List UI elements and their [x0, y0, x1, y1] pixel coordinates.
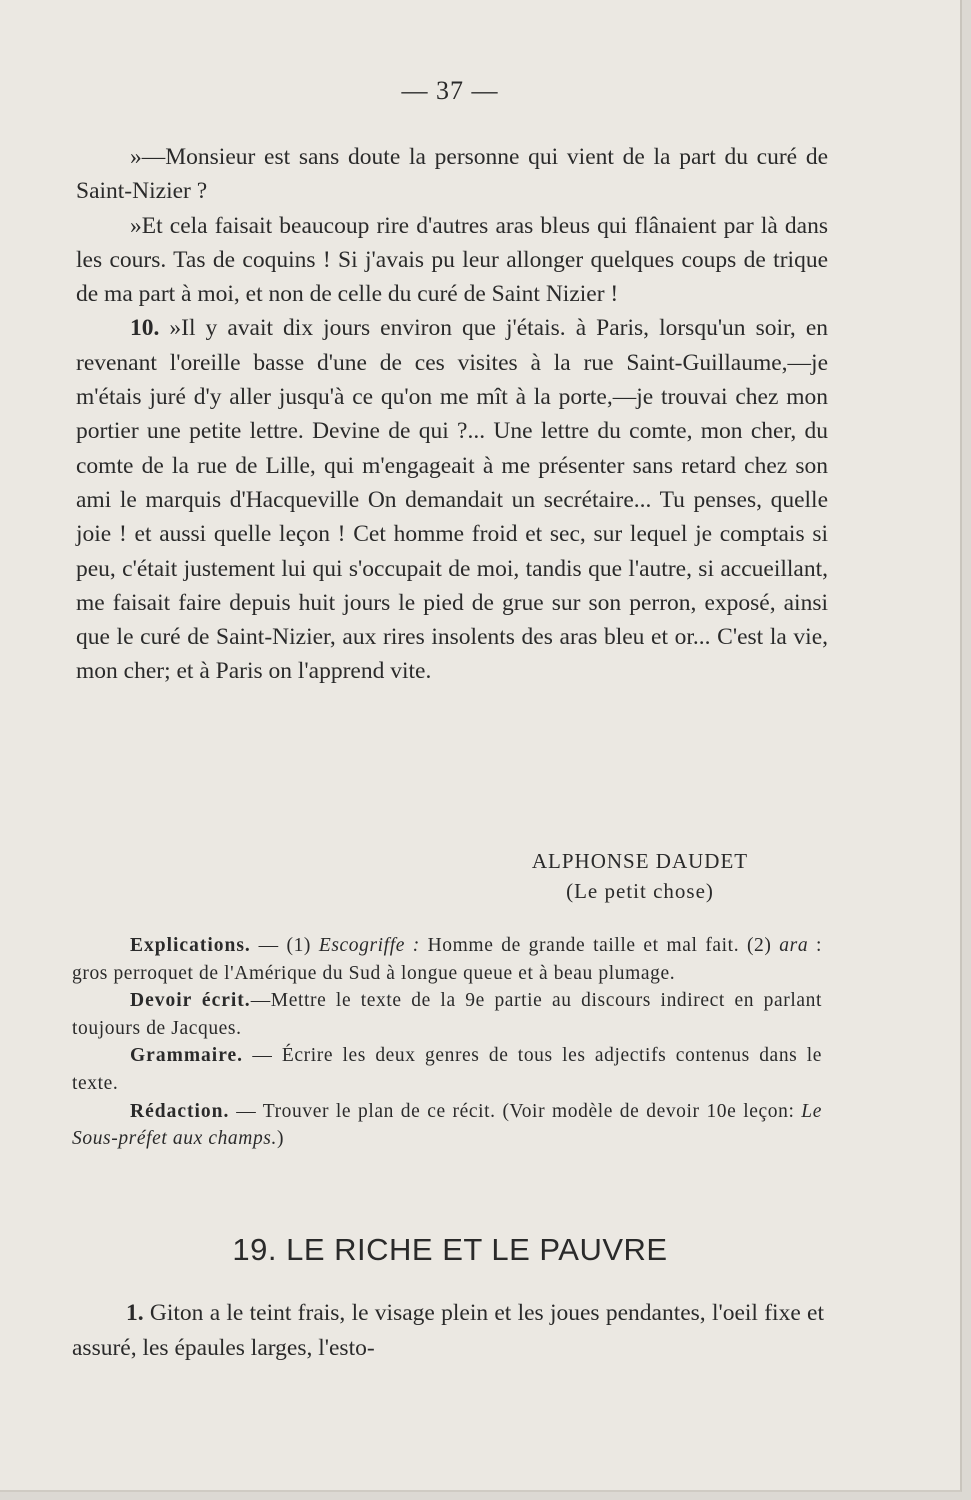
section-title: 19. LE RICHE ET LE PAUVRE	[232, 1232, 668, 1267]
author-name: ALPHONSE DAUDET	[531, 849, 749, 873]
paragraph: »—Monsieur est sans doute la personne qui vient de la part du curé de Saint-Nizier ?	[76, 144, 828, 205]
redaction-label: Rédaction.	[130, 1100, 230, 1122]
explications-label: Explications.	[130, 935, 251, 956]
paragraph: »Et cela faisait beaucoup rire d'autres aras bleus qui flânaient par là dans les cours. Tas de coquins ! Si j'avais pu leur allonger quelques coups de trique de ma part à moi, et non de celle du curé de Saint Nizier !	[76, 212, 828, 308]
devoir-entry	[72, 987, 822, 1042]
paragraph-number: 1.	[126, 1300, 144, 1326]
page-number: — 37 —	[401, 76, 499, 105]
exercises-block	[72, 932, 822, 1153]
redaction-reference: Le Sous-préfet aux champs.	[72, 1100, 822, 1150]
paragraph-text: Giton a le teint frais, le visage plein et les joues pendantes, l'oeil fixe et assuré, les épaules larges, l'esto-	[72, 1300, 824, 1361]
grammaire-label: Grammaire.	[130, 1045, 244, 1067]
work-title: (Le petit chose)	[566, 879, 714, 903]
paragraph-number: 10.	[130, 315, 160, 342]
paragraph-text: »Il y avait dix jours environ que j'étais. à Paris, lorsqu'un soir, en revenant l'oreille basse d'une de ces visites à la rue Saint-Guillaume,—je m'étais juré d'y aller jusqu'à ce qu'on me mît à la porte,—je trouvai chez mon portier une petite lettre. Devine de qui ?... Une lettre du comte, mon cher, du comte de la rue de Lille, qui m'engageait à me présenter sans retard chez son ami le marquis d'Hacqueville On demandait un secrétaire... Tu penses, quelle joie ! et aussi quelle leçon ! Cet homme froid et sec, sur lequel je comptais si peu, c'était justement lui qui s'occupait de moi, tandis que l'autre, si accueillant, me faisait faire depuis huit jours le pied de grue sur son perron, exposé, ainsi que le curé de Saint-Nizier, aux rires insolents des aras bleu et or... C'est la vie, mon cher; et à Paris on l'apprend vite.	[76, 315, 828, 685]
paragraph	[76, 311, 828, 688]
explications-term: Escogriffe :	[318, 935, 420, 956]
explications-text: : gros perroquet de l'Amérique du Sud à longue queue et à beau plumage.	[72, 935, 822, 984]
devoir-label: Devoir écrit.	[130, 990, 251, 1012]
explications-term: ara	[779, 935, 809, 956]
redaction-entry	[72, 1098, 822, 1153]
attribution	[430, 846, 850, 906]
grammaire-entry	[72, 1042, 822, 1097]
redaction-text: — Trouver le plan de ce récit. (Voir modèle de devoir 10e leçon:	[229, 1100, 802, 1122]
devoir-text: —Mettre le texte de la 9e partie au discours indirect en parlant toujours de Jacques.	[72, 990, 822, 1039]
grammaire-text: — Écrire les deux genres de tous les adjectifs contenus dans le texte.	[72, 1045, 822, 1094]
explications-text: Homme de grande taille et mal fait. (2)	[419, 935, 780, 956]
section-text	[72, 1296, 824, 1366]
paragraph	[72, 1296, 824, 1366]
redaction-text: )	[276, 1128, 285, 1150]
main-text	[76, 140, 828, 689]
explications-entry	[72, 932, 822, 987]
explications-text: — (1)	[250, 935, 319, 956]
